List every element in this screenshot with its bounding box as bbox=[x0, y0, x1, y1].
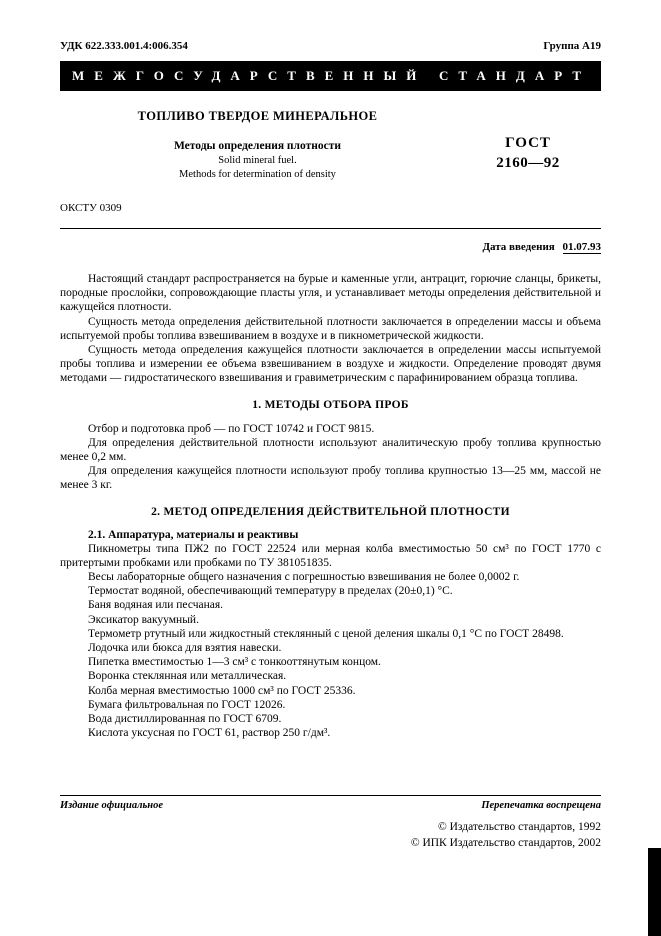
gost-label: ГОСТ bbox=[505, 135, 551, 151]
copyright-line-1: © Издательство стандартов, 1992 bbox=[437, 821, 601, 833]
page-footer bbox=[60, 795, 601, 851]
apparatus-item: Воронка стеклянная или металлическая. bbox=[88, 670, 287, 683]
apparatus-item: Колба мерная вместимостью 1000 см³ по ГОСТ 25336. bbox=[88, 684, 356, 697]
reprint-prohibited-label: Перепечатка воспрещена bbox=[481, 800, 601, 811]
group-code: Группа А19 bbox=[543, 40, 601, 52]
apparatus-item: Вода дистиллированная по ГОСТ 6709. bbox=[88, 713, 282, 726]
official-edition-label: Издание официальное bbox=[60, 800, 164, 811]
title-english-line-1: Solid mineral fuel. bbox=[218, 155, 297, 166]
section-1-heading: 1. МЕТОДЫ ОТБОРА ПРОБ bbox=[252, 398, 409, 411]
section-1-paragraph: Для определения кажущейся плотности используют пробу топлива крупностью 13—25 мм, массой не менее 3 кг. bbox=[60, 465, 601, 492]
banner-word-2: СТАНДАРТ bbox=[438, 68, 591, 83]
intro-paragraph: Настоящий стандарт распространяется на бурые и каменные угли, антрацит, горючие сланцы, брикеты, породные прослойки, сопровождающие пласты угля, и устанавливает методы определения действительной и кажущейся плотности. bbox=[60, 273, 601, 314]
apparatus-item: Баня водяная или песчаная. bbox=[88, 599, 224, 612]
apparatus-item: Термостат водяной, обеспечивающий температуру в пределах (20±0,1) °С. bbox=[88, 585, 453, 598]
apparatus-item: Лодочка или бюкса для взятия навески. bbox=[88, 642, 282, 655]
apparatus-item: Весы лабораторные общего назначения с погрешностью взвешивания не более 0,0002 г. bbox=[88, 571, 520, 584]
banner-word-1: МЕЖГОСУДАРСТВЕННЫЙ bbox=[72, 68, 427, 83]
gost-number: 2160—92 bbox=[496, 155, 560, 171]
udk-code: УДК 622.333.001.4:006.354 bbox=[60, 40, 188, 52]
section-2-heading: 2. МЕТОД ОПРЕДЕЛЕНИЯ ДЕЙСТВИТЕЛЬНОЙ ПЛОТНОСТИ bbox=[151, 505, 510, 518]
title-column bbox=[60, 109, 455, 180]
imprint-line bbox=[60, 800, 601, 811]
document-body bbox=[60, 272, 601, 740]
apparatus-item: Кислота уксусная по ГОСТ 61, раствор 250 г/дм³. bbox=[88, 727, 331, 740]
interstate-standard-banner bbox=[60, 61, 601, 91]
introduction-date-value: 01.07.93 bbox=[562, 241, 601, 253]
apparatus-item: Бумага фильтровальная по ГОСТ 12026. bbox=[88, 698, 286, 711]
horizontal-rule-bottom bbox=[60, 795, 601, 796]
top-reference-line bbox=[60, 0, 601, 52]
title-section bbox=[60, 109, 601, 180]
intro-paragraph: Сущность метода определения кажущейся плотности заключается в определении массы испытуемой пробы топлива и измерении ее объема взвешиванием в воздухе и жидкости. Определение проводят двумя методами — гидростатического взвешивания и гравиметрическим с парафинированием образца топлива. bbox=[60, 344, 601, 385]
document-title: ТОПЛИВО ТВЕРДОЕ МИНЕРАЛЬНОЕ bbox=[137, 109, 378, 123]
gost-designation bbox=[455, 109, 601, 180]
section-2-1-subheading: 2.1. Аппаратура, материалы и реактивы bbox=[88, 528, 299, 541]
copyright-line-2: © ИПК Издательство стандартов, 2002 bbox=[410, 837, 601, 849]
apparatus-item: Эксикатор вакуумный. bbox=[88, 613, 199, 626]
apparatus-item: Термометр ртутный или жидкостный стеклянный с ценой деления шкалы 0,1 °С по ГОСТ 28498. bbox=[88, 627, 564, 640]
introduction-date bbox=[60, 241, 601, 253]
introduction-date-label: Дата введения bbox=[482, 241, 555, 253]
okstu-code: ОКСТУ 0309 bbox=[60, 202, 122, 214]
apparatus-item: Пипетка вместимостью 1—3 см³ с тонкооттянутым концом. bbox=[88, 656, 381, 669]
copyright-block bbox=[60, 819, 601, 851]
section-1-paragraph: Отбор и подготовка проб — по ГОСТ 10742 и ГОСТ 9815. bbox=[88, 422, 375, 435]
document-subtitle: Методы определения плотности bbox=[173, 140, 342, 152]
section-1-paragraph: Для определения действительной плотности используют аналитическую пробу топлива крупностью менее 0,2 мм. bbox=[60, 436, 601, 464]
title-english-line-2: Methods for determination of density bbox=[179, 169, 336, 180]
page-edge-mark bbox=[648, 848, 661, 936]
apparatus-item: Пикнометры типа ПЖ2 по ГОСТ 22524 или мерная колба вместимостью 50 см³ по ГОСТ 1770 с притертыми пробками или пробками по ТУ 381051835. bbox=[60, 542, 601, 569]
horizontal-rule-top bbox=[60, 228, 601, 229]
intro-paragraph: Сущность метода определения действительной плотности заключается в определении массы и объема испытуемой пробы топлива взвешиванием в воздухе и в пикнометрической жидкости. bbox=[60, 315, 601, 342]
